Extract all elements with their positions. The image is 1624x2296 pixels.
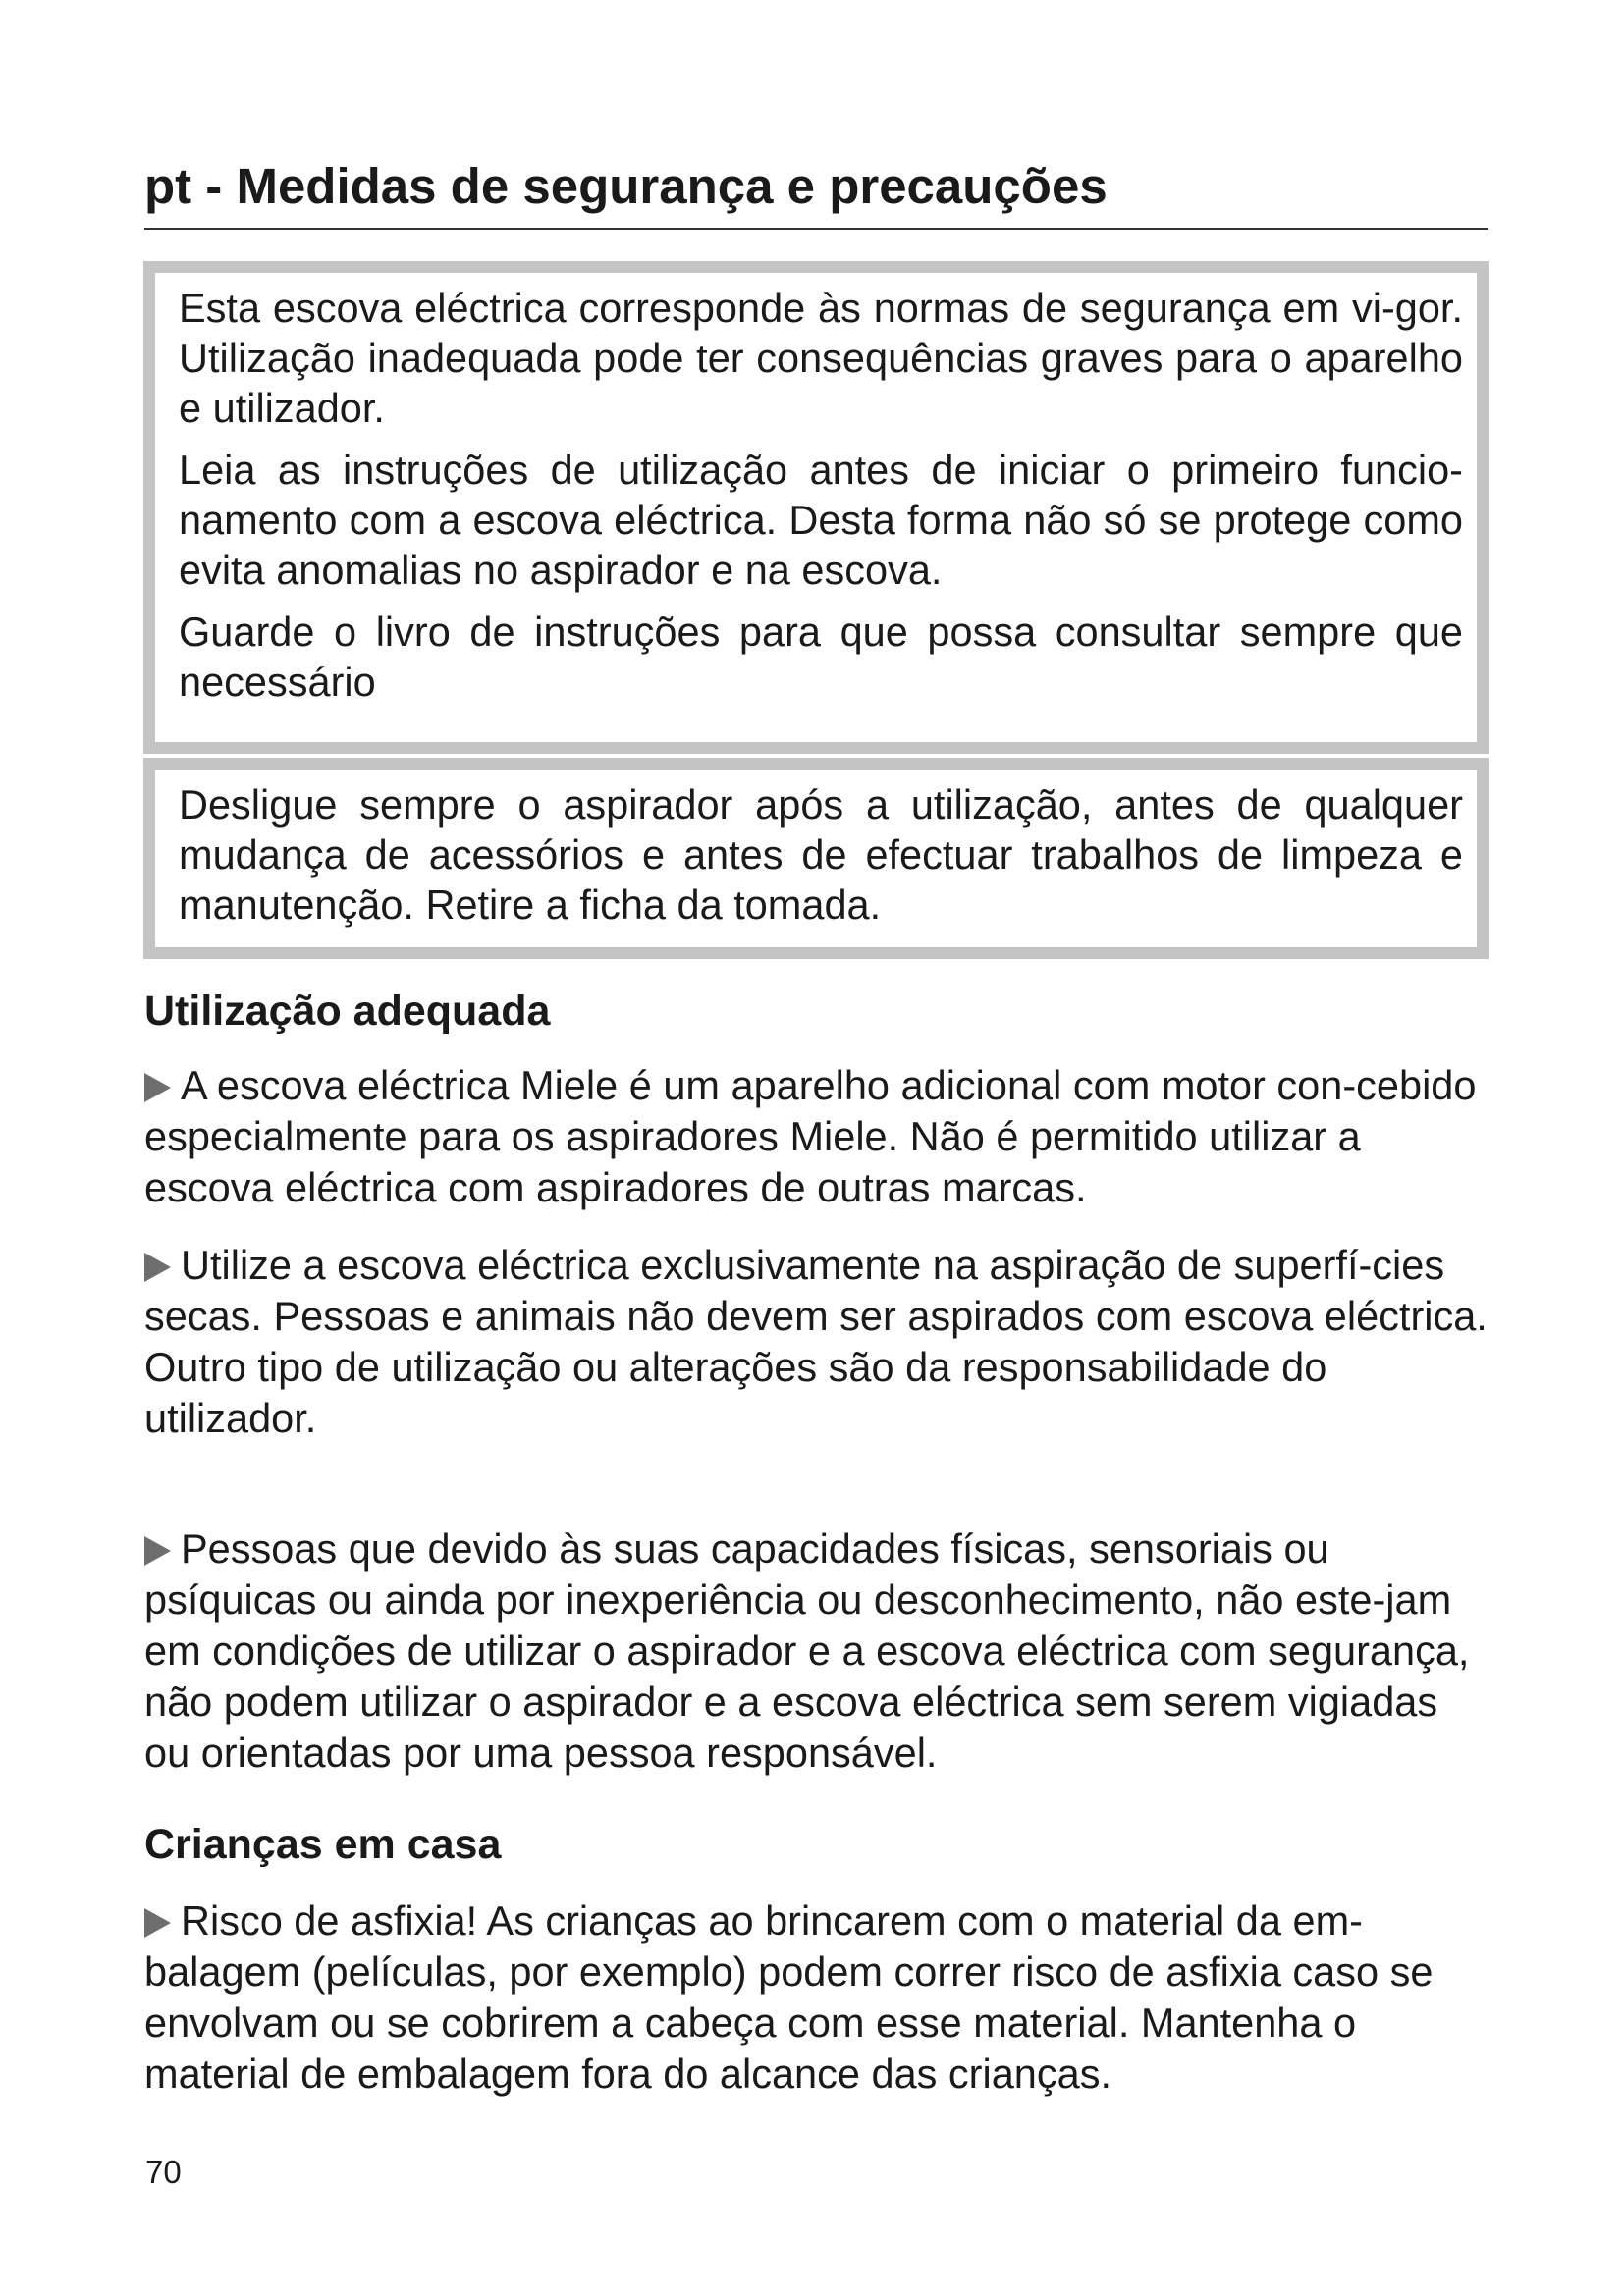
notice-paragraph: Esta escova eléctrica corresponde às normas de segurança em vi-gor. Utilização inadequada pode ter consequências graves para o aparelho e utilizador. xyxy=(179,285,1463,431)
notice-paragraph: Leia as instruções de utilização antes de iniciar o primeiro funcio-namento com a escova eléctrica. Desta forma não só se protege como evita anomalias no aspirador e na escova. xyxy=(179,447,1463,593)
bullet-item xyxy=(144,1523,1488,1779)
page-title: pt - Medidas de segurança e precauções xyxy=(144,158,1108,214)
bullet-text: Risco de asfixia! As crianças ao brincarem com o material da em-balagem (películas, por exemplo) podem correr risco de asfixia caso se envolvam ou se cobrirem a cabeça com esse material. Mantenha o material de embalagem fora do alcance das crianças. xyxy=(144,1897,1434,2097)
notice-paragraph: Guarde o livro de instruções para que possa consultar sempre que necessário xyxy=(179,609,1463,705)
section-heading-children: Crianças em casa xyxy=(144,1821,502,1868)
triangle-right-icon xyxy=(144,1536,171,1566)
bullet-item xyxy=(144,1896,1488,2100)
page-number: 70 xyxy=(145,2154,182,2190)
bullet-text: Utilize a escova eléctrica exclusivamente na aspiração de superfí-cies secas. Pessoas e animais não devem ser aspirados com escova eléctrica. xyxy=(144,1242,1488,1339)
bullet-item xyxy=(144,1240,1488,1444)
triangle-right-icon xyxy=(144,1908,171,1938)
bullet-text: A escova eléctrica Miele é um aparelho adicional com motor con-cebido especialmente para os aspiradores Miele. Não é permitido utilizar a escova eléctrica com aspiradores de outras marcas. xyxy=(144,1062,1477,1210)
safety-notice-box xyxy=(143,261,1489,754)
bullet-item xyxy=(144,1060,1488,1213)
section-heading-proper-use: Utilização adequada xyxy=(144,988,551,1035)
unplug-notice-box xyxy=(143,758,1489,959)
triangle-right-icon xyxy=(144,1253,171,1282)
bullet-text: Pessoas que devido às suas capacidades físicas, sensoriais ou psíquicas ou ainda por inexperiência ou desconhecimento, não este-jam em condições de utilizar o aspirador e a escova eléctrica com segurança, não podem utilizar o aspirador e a escova eléctrica sem serem vigiadas ou orientadas por uma pessoa responsável. xyxy=(144,1525,1470,1776)
bullet-extra-text: Outro tipo de utilização ou alterações são da responsabilidade do utilizador. xyxy=(144,1344,1327,1441)
notice-paragraph: Desligue sempre o aspirador após a utilização, antes de qualquer mudança de acessórios e antes de efectuar trabalhos de limpeza e manutenção. Retire a ficha da tomada. xyxy=(179,781,1463,928)
title-divider xyxy=(144,228,1488,230)
triangle-right-icon xyxy=(144,1073,171,1102)
